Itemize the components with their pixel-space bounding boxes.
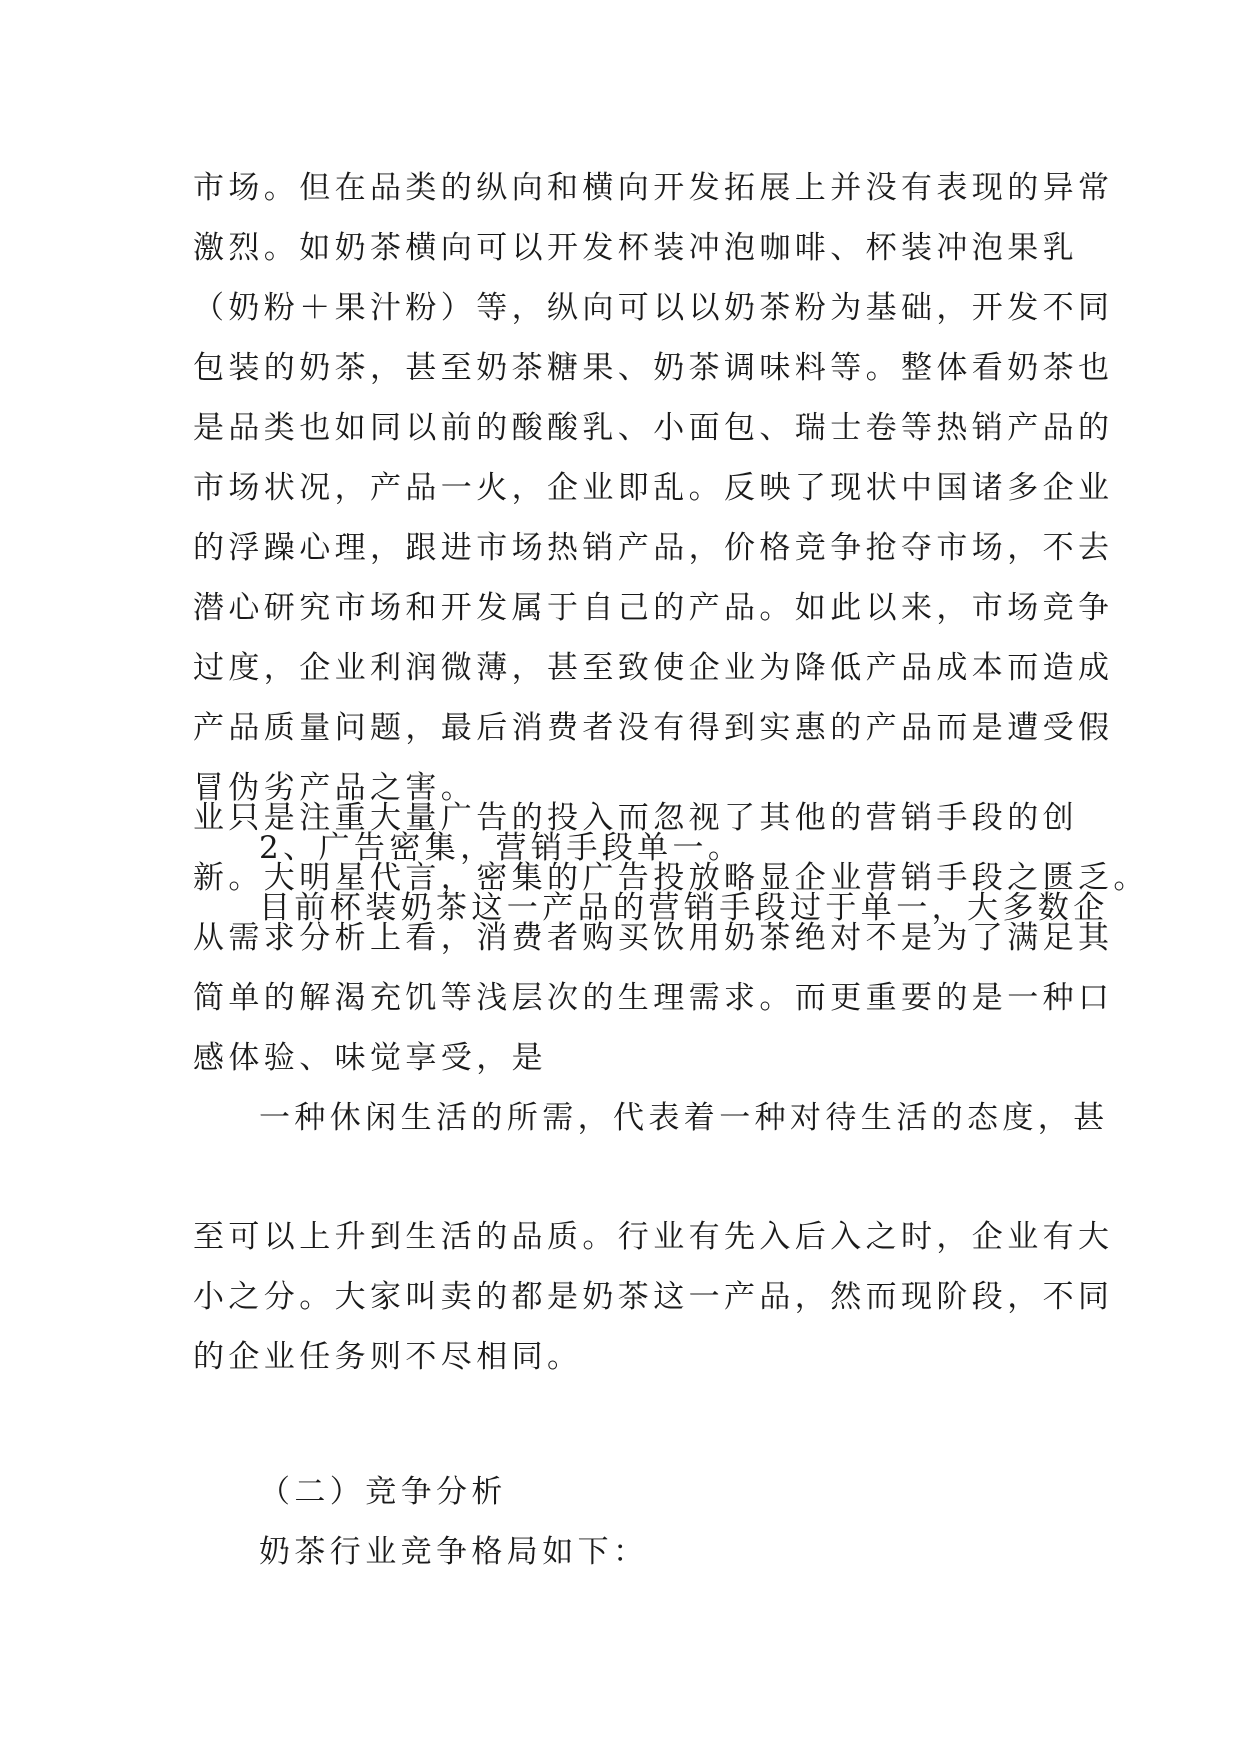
text-line: 冒伪劣产品之害。 — [193, 770, 477, 806]
text-line: 小之分。大家叫卖的都是奶茶这一产品，然而现阶段，不同 — [193, 1279, 1114, 1315]
text-line: 包装的奶茶，甚至奶茶糖果、奶茶调味料等。整体看奶茶也 — [193, 350, 1114, 386]
text-line: 奶茶行业竞争格局如下： — [259, 1534, 649, 1570]
paragraph-marketing-methods — [193, 788, 1149, 1148]
text-line: 业只是注重大量广告的投入而忽视了其他的营销手段的创 — [193, 800, 1078, 836]
text-line: 是品类也如同以前的酸酸乳、小面包、瑞士卷等热销产品的 — [193, 410, 1114, 446]
text-line: 市场状况，产品一火，企业即乱。反映了现状中国诸多企业 — [193, 470, 1114, 506]
text-line: 市场。但在品类的纵向和横向开发拓展上并没有表现的异常 — [193, 170, 1114, 206]
text-line: 产品质量问题，最后消费者没有得到实惠的产品而是遭受假 — [193, 710, 1114, 746]
section-heading-competition: （二）竞争分析 — [259, 1474, 507, 1510]
text-line: 过度，企业利润微薄，甚至致使企业为降低产品成本而造成 — [193, 650, 1114, 686]
text-line: 激烈。如奶茶横向可以开发杯装冲泡咖啡、杯装冲泡果乳 — [193, 230, 1078, 266]
text-line: 从需求分析上看，消费者购买饮用奶茶绝对不是为了满足其 — [193, 920, 1114, 956]
text-line: 的企业任务则不尽相同。 — [193, 1339, 583, 1375]
paragraph-leisure-life — [193, 1207, 1114, 1387]
text-line: 一种休闲生活的所需，代表着一种对待生活的态度，甚 — [259, 1100, 1109, 1136]
text-line: 感体验、味觉享受，是 — [193, 1040, 547, 1076]
text-line: 至可以上升到生活的品质。行业有先入后入之时，企业有大 — [193, 1219, 1114, 1255]
text-line: 的浮躁心理，跟进市场热销产品，价格竞争抢夺市场，不去 — [193, 530, 1114, 566]
text-line: 简单的解渴充饥等浅层次的生理需求。而更重要的是一种口 — [193, 980, 1114, 1016]
text-line: 目前杯装奶茶这一产品的营销手段过于单一，大多数企 — [259, 890, 1109, 926]
text-line: 潜心研究市场和开发属于自己的产品。如此以来，市场竞争 — [193, 590, 1114, 626]
section-competition-analysis — [193, 1462, 1053, 1582]
section-heading-advertising: 2、广告密集，营销手段单一。 — [259, 830, 744, 866]
text-line: 新。大明星代言，密集的广告投放略显企业营销手段之匮乏。 — [193, 860, 1149, 896]
text-line: （奶粉＋果汁粉）等，纵向可以以奶茶粉为基础，开发不同 — [193, 290, 1114, 326]
